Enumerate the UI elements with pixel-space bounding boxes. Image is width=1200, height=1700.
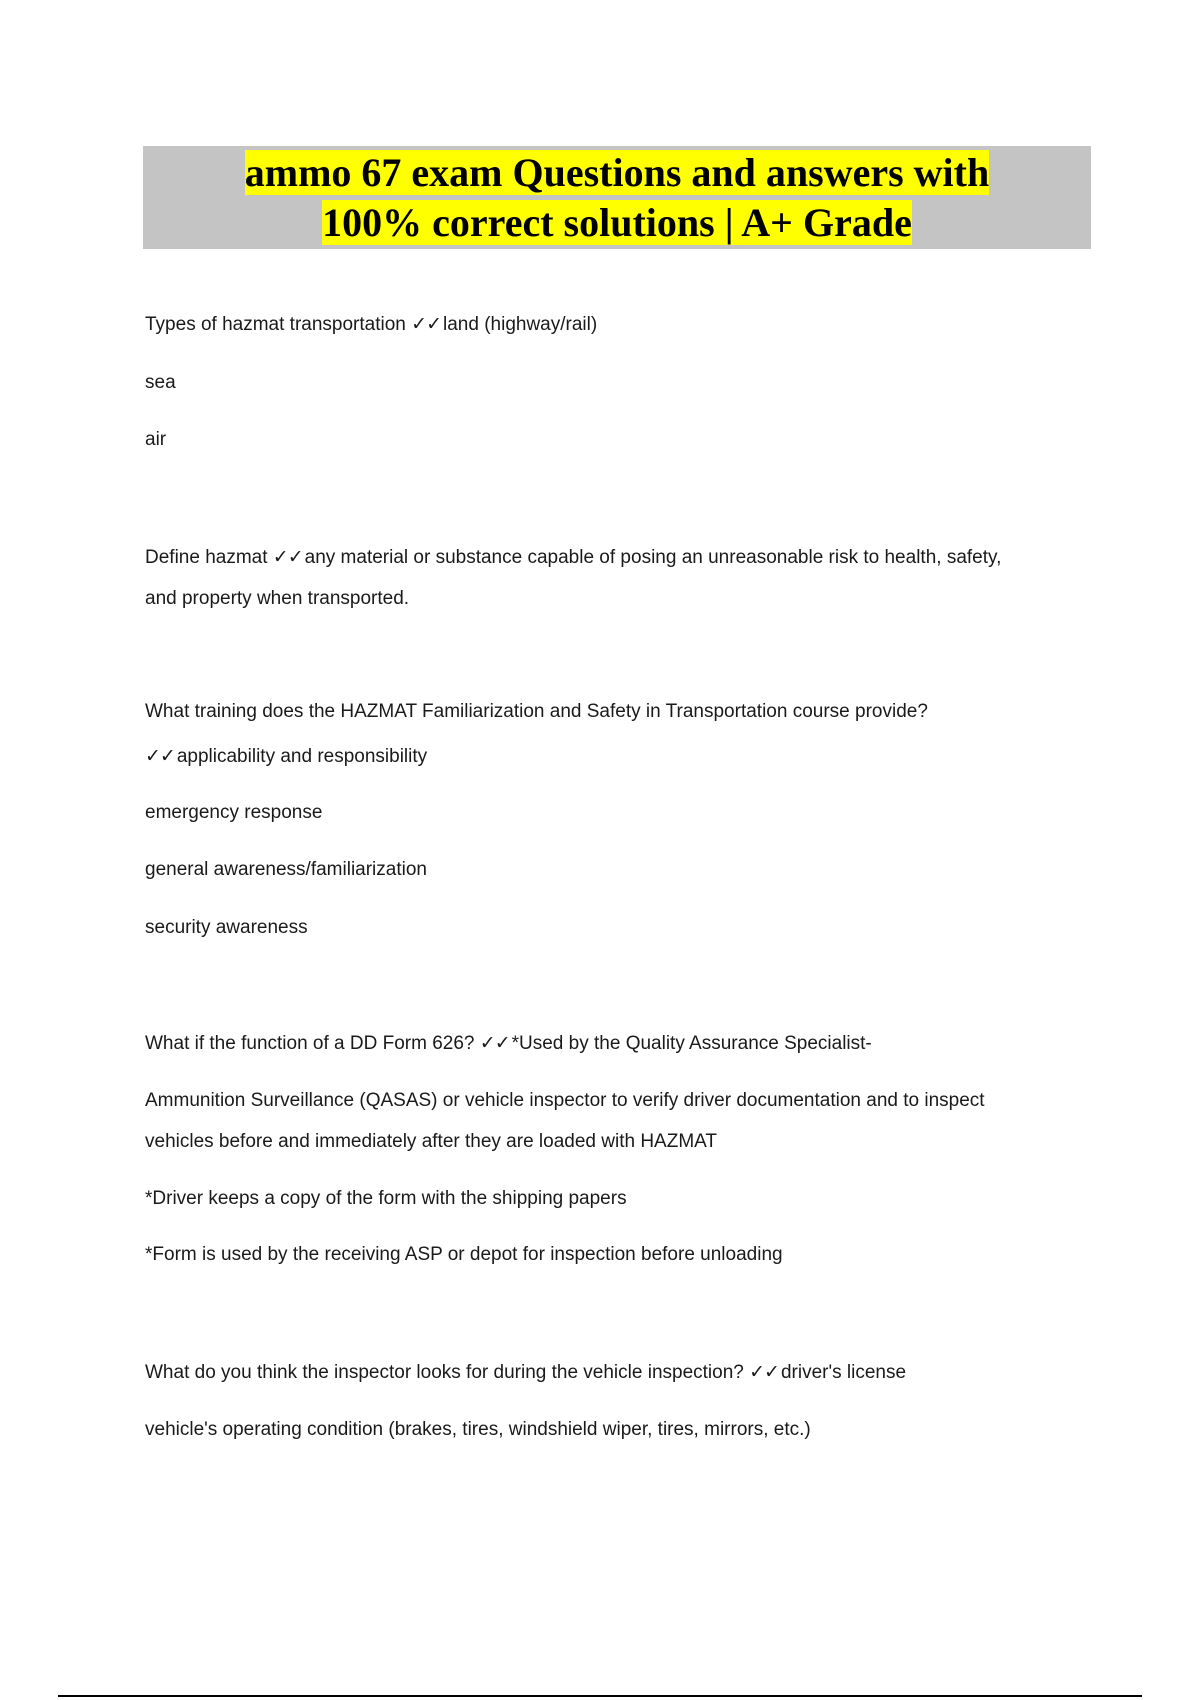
qa-3-line-1: emergency response: [145, 802, 323, 823]
page-bottom-divider: [58, 1695, 1142, 1697]
check-icon: ✓✓: [411, 313, 441, 335]
qa-5-question-line: [145, 1360, 906, 1385]
title-line-1: [143, 148, 1091, 198]
qa-1-line-1: sea: [145, 372, 176, 393]
qa-1-answer: land (highway/rail): [443, 314, 598, 335]
title-line-1-text: ammo 67 exam Questions and answers with: [244, 150, 990, 195]
qa-4-line-3: *Driver keeps a copy of the form with the shipping papers: [145, 1188, 627, 1209]
qa-1-question-line: [145, 312, 597, 337]
qa-4-line-1: Ammunition Surveillance (QASAS) or vehicle inspector to verify driver documentation and to inspect: [145, 1090, 985, 1111]
check-icon: ✓✓: [479, 1032, 510, 1054]
check-icon: ✓✓: [145, 745, 175, 767]
qa-2-question: Define hazmat: [145, 547, 268, 568]
qa-1-question: Types of hazmat transportation: [145, 314, 406, 335]
qa-3-answer-line: [145, 744, 427, 769]
qa-2-answer: any material or substance capable of posing an unreasonable risk to health, safety,: [304, 547, 1002, 568]
qa-5-line-1: vehicle's operating condition (brakes, tires, windshield wiper, tires, mirrors, etc.): [145, 1419, 811, 1440]
qa-5-answer: driver's license: [780, 1362, 907, 1383]
title-line-2-text: 100% correct solutions | A+ Grade: [322, 200, 912, 245]
qa-5-question: What do you think the inspector looks for during the vehicle inspection?: [145, 1362, 744, 1383]
qa-2-line-1: and property when transported.: [145, 588, 410, 609]
check-icon: ✓✓: [749, 1361, 779, 1383]
title-banner: [143, 146, 1091, 249]
qa-4-line-2: vehicles before and immediately after they are loaded with HAZMAT: [145, 1131, 718, 1152]
qa-3-line-3: security awareness: [145, 917, 308, 938]
qa-2-question-line: [145, 545, 1001, 570]
title-line-2: [143, 198, 1091, 248]
qa-4-question: What if the function of a DD Form 626?: [145, 1033, 475, 1054]
qa-3-line-2: general awareness/familiarization: [145, 859, 427, 880]
qa-4-line-4: *Form is used by the receiving ASP or depot for inspection before unloading: [145, 1244, 783, 1265]
qa-4-answer: *Used by the Quality Assurance Specialist-: [511, 1033, 872, 1054]
qa-1-line-2: air: [145, 429, 167, 450]
qa-3-question-line: What training does the HAZMAT Familiarization and Safety in Transportation course provide?: [145, 701, 928, 722]
qa-4-question-line: [145, 1031, 872, 1056]
qa-3-answer: applicability and responsibility: [176, 746, 428, 767]
check-icon: ✓✓: [272, 546, 303, 568]
